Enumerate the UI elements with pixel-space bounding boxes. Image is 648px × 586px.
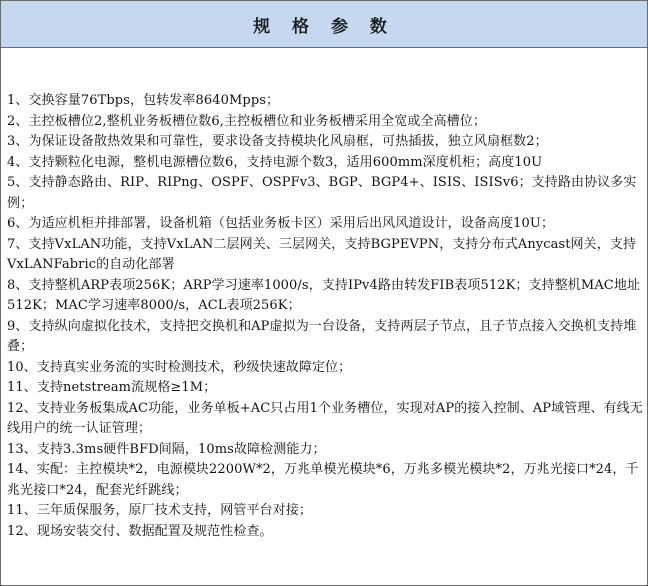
spec-item-1: 1、交换容量76Tbps，包转发率8640Mpps；: [7, 93, 280, 108]
spec-item-2: 2、主控板槽位2,整机业务板槽位数6,主控板槽位和业务板槽采用全宽或全高槽位；: [7, 113, 486, 129]
spec-item-4: 4、支持颗粒化电源，整机电源槽位数6，支持电源个数3，适用600mm深度机柜；高度10U: [7, 154, 543, 170]
spec-item-service: 11、三年质保服务，原厂技术支持，网管平台对接；: [7, 503, 312, 518]
spec-item-6: 6、为适应机柜并排部署，设备机箱（包括业务板卡区）采用后出风风道设计，设备高度10U；: [7, 216, 555, 231]
spec-item-10: 10、支持真实业务流的实时检测技术，秒级快速故障定位；: [7, 359, 352, 375]
spec-item-7: 7、支持VxLAN功能，支持VxLAN二层网关、三层网关，支持BGPEVPN，支持分布式Anycast网关，支持VxLANFabric的自动化部署: [7, 236, 637, 272]
spec-item-13: 13、支持3.3ms硬件BFD间隔，10ms故障检测能力；: [7, 441, 326, 457]
title-bar: [1, 1, 647, 48]
spec-list: [7, 91, 643, 542]
spec-item-11: 11、支持netstream流规格≥1M；: [7, 380, 217, 395]
spec-item-8: 8、支持整机ARP表项256K；ARP学习速率1000/s，支持IPv4路由转发FIB表项512K；支持整机MAC地址512K；MAC学习速率8000/s，ACL表项256K；: [7, 277, 641, 313]
spec-item-14: 14、实配：主控模块*2，电源模块2200W*2，万兆单模光模块*6，万兆多模光模块*2，万兆光接口*24，千兆光接口*24，配套光纤跳线；: [7, 462, 639, 498]
spec-item-12: 12、支持业务板集成AC功能，业务单板+AC只占用1个业务槽位，实现对AP的接入控制、AP域管理、有线无线用户的统一认证管理；: [7, 400, 643, 436]
spec-item-9: 9、支持纵向虚拟化技术，支持把交换机和AP虚拟为一台设备，支持两层子节点，且子节点接入交换机支持堆叠；: [7, 318, 637, 354]
spec-item-5: 5、支持静态路由、RIP、RIPng、OSPF、OSPFv3、BGP、BGP4+、ISIS、ISISv6；支持路由协议多实例；: [7, 175, 637, 211]
spec-item-3: 3、为保证设备散热效果和可靠性，要求设备支持模块化风扇框，可热插拔，独立风扇框数2；: [7, 134, 548, 149]
spec-item-installation: 12、现场安装交付、数据配置及规范性检查。: [7, 523, 273, 539]
page-title: 规 格 参 数: [253, 16, 395, 37]
